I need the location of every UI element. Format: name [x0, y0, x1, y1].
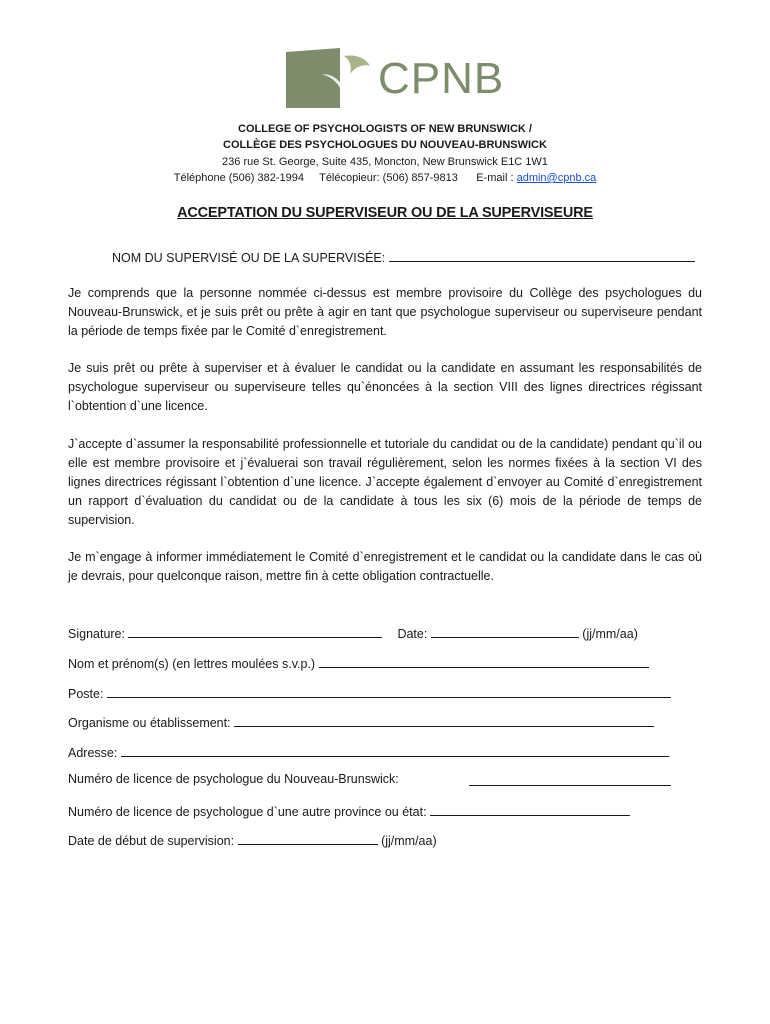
org-name-fr: COLLÈGE DES PSYCHOLOGUES DU NOUVEAU-BRUNSWICK — [223, 139, 547, 151]
paragraph-3: J`accepte d`assumer la responsabilité professionnelle et tutoriale du candidat ou de la candidate) pendant qu`il ou elle est membre provisoire et j`évaluerai son travail régulièrement, selon les normes fixées à la section VI des lignes directrices régissant l`obtention d`une licence. J`accepte également d`envoyer au Comité d`enregistrement un rapport d`évaluation du candidat ou de la candidate à tous les six (6) mois de la période de temps de supervision. — [68, 437, 702, 527]
nb-license-input-line[interactable] — [469, 772, 671, 786]
email-link[interactable]: admin@cpnb.ca — [516, 172, 597, 184]
other-license-input-line[interactable] — [430, 802, 630, 816]
paragraph-2: Je suis prêt ou prête à superviser et à évaluer le candidat ou la candidate en assumant les responsabilités de psychologue superviseur ou superviseure telles qu`énoncées à la section VIII des lignes directrices régissant l`obtention d`une licence. — [68, 361, 702, 413]
start-date-input-line[interactable] — [238, 831, 378, 845]
org-address: 236 rue St. George, Suite 435, Moncton, New Brunswick E1C 1W1 — [222, 156, 548, 168]
date-format: (jj/mm/aa) — [582, 627, 638, 641]
date-label: Date: — [397, 627, 428, 641]
address-label: Adresse: — [68, 746, 118, 760]
nb-license-line-wrap — [469, 772, 671, 789]
document-title: ACCEPTATION DU SUPERVISEUR OU DE LA SUPERVISEURE — [177, 205, 593, 221]
date-input-line[interactable] — [431, 624, 579, 638]
address-input-line[interactable] — [121, 743, 669, 757]
logo-text: CPNB — [378, 54, 505, 103]
name-row — [68, 654, 649, 671]
signature-label: Signature: — [68, 627, 125, 641]
paragraph-4: Je m`engage à informer immédiatement le Comité d`enregistrement et le candidat ou la candidate dans le cas où je devrais, pour quelconque raison, mettre fin à cette obligation contractuelle. — [68, 550, 702, 583]
contact-numbers: Téléphone (506) 382-1994 Télécopieur: (506) 857-9813 E-mail : — [173, 172, 517, 184]
org-name-en: COLLEGE OF PSYCHOLOGISTS OF NEW BRUNSWICK / — [238, 123, 532, 135]
address-row — [68, 743, 669, 760]
position-input-line[interactable] — [107, 684, 671, 698]
supervisee-label: NOM DU SUPERVISÉ OU DE LA SUPERVISÉE: — [112, 251, 386, 265]
name-label: Nom et prénom(s) (en lettres moulées s.v.p.) — [68, 657, 316, 671]
nb-license-label: Numéro de licence de psychologue du Nouveau-Brunswick: — [68, 772, 399, 786]
start-date-label: Date de début de supervision: — [68, 834, 235, 848]
other-license-row — [68, 802, 630, 819]
name-input-line[interactable] — [319, 654, 649, 668]
signature-row — [68, 624, 638, 641]
start-date-format: (jj/mm/aa) — [381, 834, 437, 848]
organization-row — [68, 713, 654, 730]
supervisee-input-line[interactable] — [389, 248, 695, 262]
other-license-label: Numéro de licence de psychologue d`une autre province ou état: — [68, 805, 427, 819]
position-row — [68, 684, 671, 701]
org-contact — [0, 170, 770, 186]
signature-input-line[interactable] — [128, 624, 382, 638]
position-label: Poste: — [68, 687, 104, 701]
supervisee-field — [112, 248, 695, 265]
start-date-row — [68, 831, 437, 848]
paragraph-1: Je comprends que la personne nommée ci-dessus est membre provisoire du Collège des psychologues du Nouveau-Brunswick, et je suis prêt ou prête à agir en tant que psychologue superviseur ou superviseure pendant la période de temps fixée par le Comité d`enregistrement. — [68, 286, 702, 338]
logo-mark-icon — [282, 44, 378, 114]
nb-license-row — [68, 772, 399, 786]
organization-label: Organisme ou établissement: — [68, 716, 231, 730]
cpnb-logo — [282, 44, 505, 114]
organization-input-line[interactable] — [234, 713, 654, 727]
